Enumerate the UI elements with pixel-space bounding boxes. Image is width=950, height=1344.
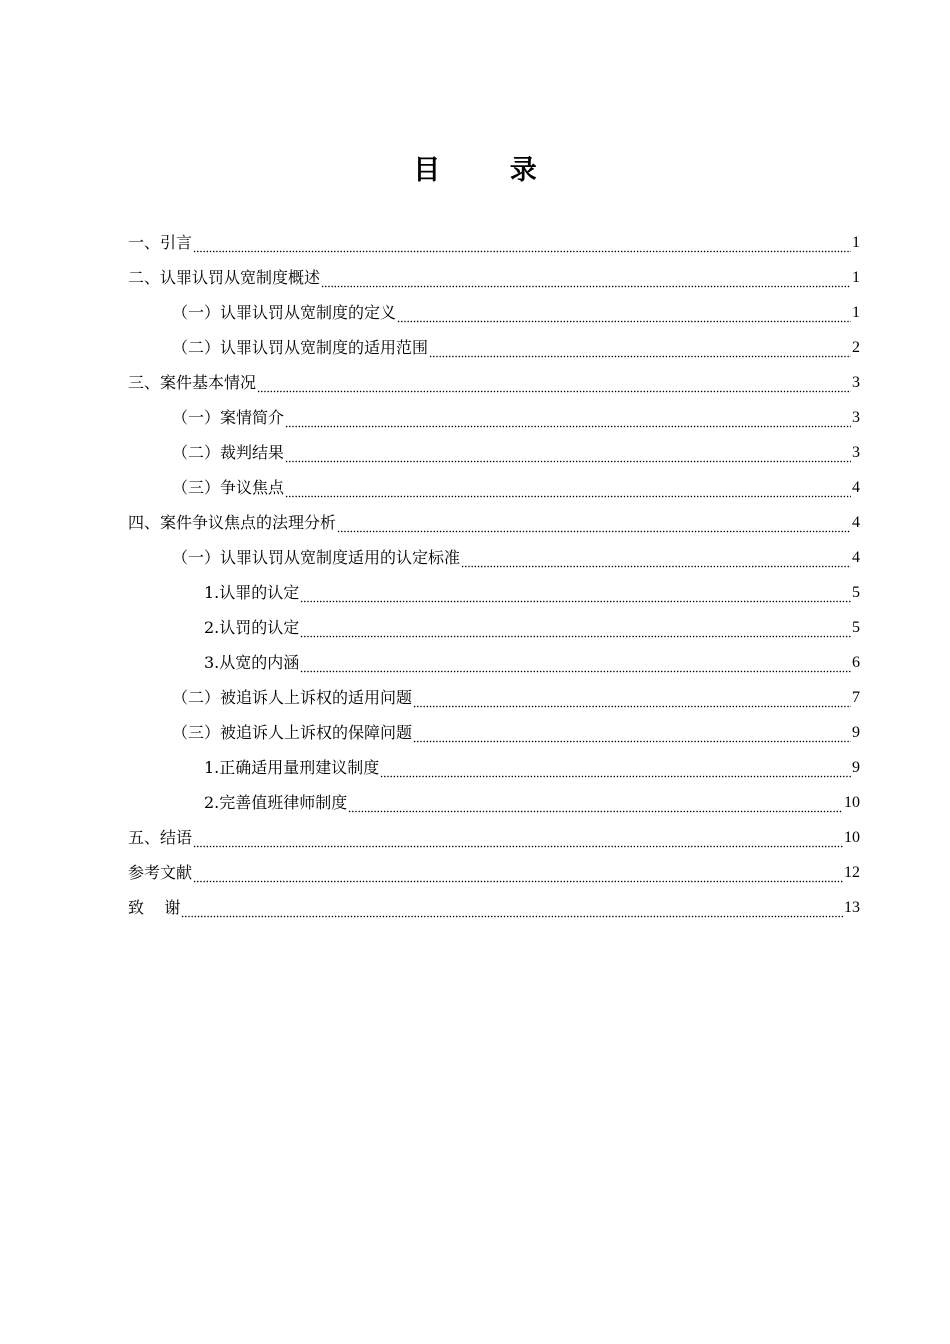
toc-entry-label: 1.正确适用量刑建议制度: [204, 758, 380, 777]
toc-dot-leader: [397, 304, 851, 324]
toc-dot-leader: [285, 479, 851, 499]
toc-dot-leader: [285, 409, 851, 429]
toc-entry-label: 三、案件基本情况: [128, 373, 257, 392]
toc-entry[interactable]: [128, 709, 860, 744]
toc-entry-page: 5: [852, 619, 860, 636]
toc-dot-leader: [413, 724, 851, 744]
toc-entry-label: （一）认罪认罚从宽制度的定义: [172, 303, 397, 322]
toc-list: [128, 219, 860, 919]
toc-entry-page: 1: [852, 269, 860, 286]
toc-dot-leader: [348, 794, 843, 814]
toc-dot-leader: [193, 864, 843, 884]
toc-entry-page: 4: [852, 549, 860, 566]
toc-dot-leader: [461, 549, 851, 569]
toc-entry[interactable]: [128, 254, 860, 289]
toc-entry-page: 2: [852, 339, 860, 356]
toc-dot-leader: [257, 374, 851, 394]
toc-entry[interactable]: [128, 849, 860, 884]
toc-entry[interactable]: [128, 219, 860, 254]
toc-entry-label: 2.完善值班律师制度: [204, 793, 348, 812]
toc-entry-page: 10: [844, 829, 860, 846]
toc-entry-label: 参考文献: [128, 863, 193, 882]
toc-entry[interactable]: [128, 814, 860, 849]
toc-entry-label: 2.认罚的认定: [204, 618, 300, 637]
toc-entry-label: 五、结语: [128, 828, 193, 847]
toc-entry-page: 3: [852, 409, 860, 426]
toc-dot-leader: [193, 829, 843, 849]
toc-entry-page: 3: [852, 444, 860, 461]
toc-entry-label: 二、认罪认罚从宽制度概述: [128, 268, 321, 287]
toc-entry-page: 1: [852, 304, 860, 321]
toc-dot-leader: [193, 234, 851, 254]
toc-entry-label: （三）争议焦点: [172, 478, 285, 497]
toc-dot-leader: [300, 619, 851, 639]
toc-entry-label: 1.认罪的认定: [204, 583, 300, 602]
toc-entry-page: 5: [852, 584, 860, 601]
toc-dot-leader: [181, 899, 843, 919]
toc-dot-leader: [321, 269, 851, 289]
toc-entry[interactable]: [128, 674, 860, 709]
toc-entry-label: （三）被追诉人上诉权的保障问题: [172, 723, 413, 742]
toc-entry-label: （二）被追诉人上诉权的适用问题: [172, 688, 413, 707]
toc-entry-page: 12: [844, 864, 860, 881]
toc-entry-page: 6: [852, 654, 860, 671]
toc-entry-label: 致 谢: [128, 898, 181, 917]
toc-entry-page: 1: [852, 234, 860, 251]
toc-entry[interactable]: [128, 604, 860, 639]
toc-entry[interactable]: [128, 394, 860, 429]
toc-title: 目 录: [413, 155, 567, 186]
toc-dot-leader: [380, 759, 851, 779]
toc-entry-page: 4: [852, 479, 860, 496]
toc-dot-leader: [300, 654, 851, 674]
toc-entry[interactable]: [128, 324, 860, 359]
toc-entry[interactable]: [128, 534, 860, 569]
toc-entry[interactable]: [128, 359, 860, 394]
toc-entry-page: 10: [844, 794, 860, 811]
toc-entry-label: 四、案件争议焦点的法理分析: [128, 513, 337, 532]
toc-entry[interactable]: [128, 289, 860, 324]
toc-entry-page: 7: [852, 689, 860, 706]
toc-entry[interactable]: [128, 499, 860, 534]
toc-entry[interactable]: [128, 464, 860, 499]
toc-dot-leader: [429, 339, 851, 359]
toc-entry-label: （一）案情简介: [172, 408, 285, 427]
toc-entry-label: （二）认罪认罚从宽制度的适用范围: [172, 338, 429, 357]
toc-entry-label: （一）认罪认罚从宽制度适用的认定标准: [172, 548, 461, 567]
toc-entry-label: 3.从宽的内涵: [204, 653, 300, 672]
toc-entry-page: 9: [852, 724, 860, 741]
toc-entry-label: （二）裁判结果: [172, 443, 285, 462]
toc-entry-page: 9: [852, 759, 860, 776]
toc-entry[interactable]: [128, 639, 860, 674]
toc-entry-page: 13: [844, 899, 860, 916]
toc-entry[interactable]: [128, 569, 860, 604]
toc-entry[interactable]: [128, 884, 860, 919]
toc-entry-label: 一、引言: [128, 233, 193, 252]
toc-entry[interactable]: [128, 779, 860, 814]
toc-entry[interactable]: [128, 429, 860, 464]
toc-entry[interactable]: [128, 744, 860, 779]
toc-dot-leader: [413, 689, 851, 709]
toc-dot-leader: [337, 514, 851, 534]
toc-entry-page: 3: [852, 374, 860, 391]
toc-entry-page: 4: [852, 514, 860, 531]
toc-dot-leader: [300, 584, 851, 604]
toc-dot-leader: [285, 444, 851, 464]
